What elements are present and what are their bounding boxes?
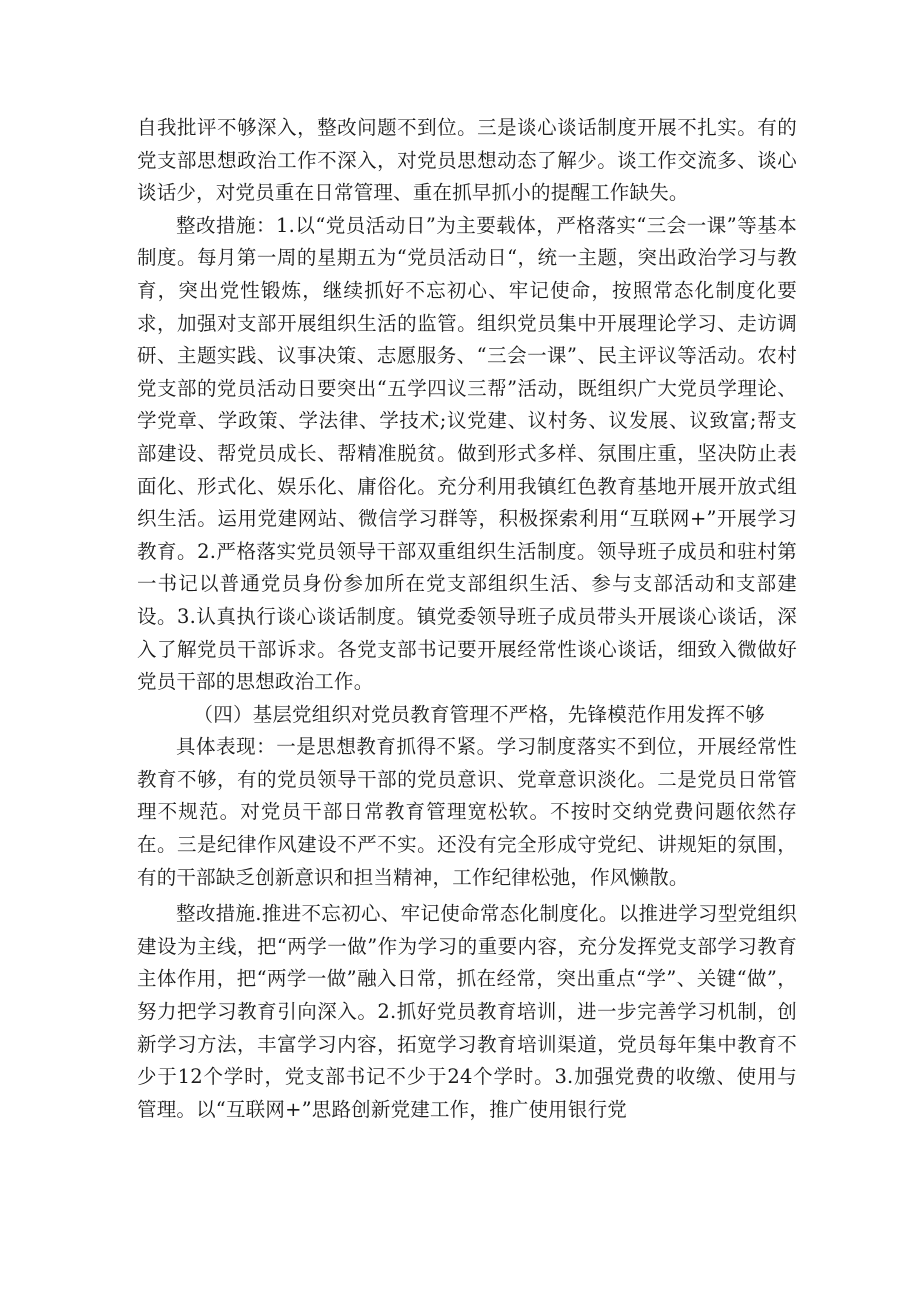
paragraph-rectification-measures-2: 整改措施.推进不忘初心、牢记使命常态化制度化。以推进学习型党组织建设为主线，把“两学一做”作为学习的重要内容，充分发挥党支部学习教育主体作用，把“两学一做”融入日常，抓在经常，突出重点“学”、关键“做”，努力把学习教育引向深入。2.抓好党员教育培训，进一步完善学习机制，创新学习方法，丰富学习内容，拓宽学习教育培训渠道，党员每年集中教育不少于12个学时，党支部书记不少于24个学时。3.加强党费的收缴、使用与管理。以“互联网+”思路创新党建工作，推广使用银行党 (137, 902, 797, 1121)
paragraph-continuation: 自我批评不够深入，整改问题不到位。三是谈心谈话制度开展不扎实。有的党支部思想政治工作不深入，对党员思想动态了解少。谈工作交流多、谈心谈话少，对党员重在日常管理、重在抓早抓小的提醒工作缺失。 (137, 116, 797, 205)
section-heading-4: （四）基层党组织对党员教育管理不严格，先锋模范作用发挥不够 (193, 702, 765, 726)
document-body (137, 112, 797, 1126)
paragraph-rectification-measures-1: 整改措施：1.以“党员活动日”为主要载体，严格落实“三会一课”等基本制度。每月第一周的星期五为“党员活动日“，统一主题，突出政治学习与教育，突出党性锻炼，继续抓好不忘初心、牢记使命，按照常态化制度化要求，加强对支部开展组织生活的监管。组织党员集中开展理论学习、走访调研、主题实践、议事决策、志愿服务、“三会一课”、民主评议等活动。农村党支部的党员活动日要突出“五学四议三帮”活动，既组织广大党员学理论、学党章、学政策、学法律、学技术;议党建、议村务、议发展、议致富;帮支部建设、帮党员成长、帮精准脱贫。做到形式多样、氛围庄重，坚决防止表面化、形式化、娱乐化、庸俗化。充分利用我镇红色教育基地开展开放式组织生活。运用党建网站、微信学习群等，积极探索利用“互联网+”开展学习教育。2.严格落实党员领导干部双重组织生活制度。领导班子成员和驻村第一书记以普通党员身份参加所在党支部组织生活、参与支部活动和支部建设。3.认真执行谈心谈话制度。镇党委领导班子成员带头开展谈心谈话，深入了解党员干部诉求。各党支部书记要开展经常性谈心谈话，细致入微做好党员干部的思想政治工作。 (137, 213, 797, 694)
paragraph-specific-performance: 具体表现：一是思想教育抓得不紧。学习制度落实不到位，开展经常性教育不够，有的党员领导干部的党员意识、党章意识淡化。二是党员日常管理不规范。对党员干部日常教育管理宽松软。不按时交纳党费问题依然存在。三是纪律作风建设不严不实。还没有完全形成守党纪、讲规矩的氛围，有的干部缺乏创新意识和担当精神，工作纪律松弛，作风懒散。 (137, 735, 797, 889)
